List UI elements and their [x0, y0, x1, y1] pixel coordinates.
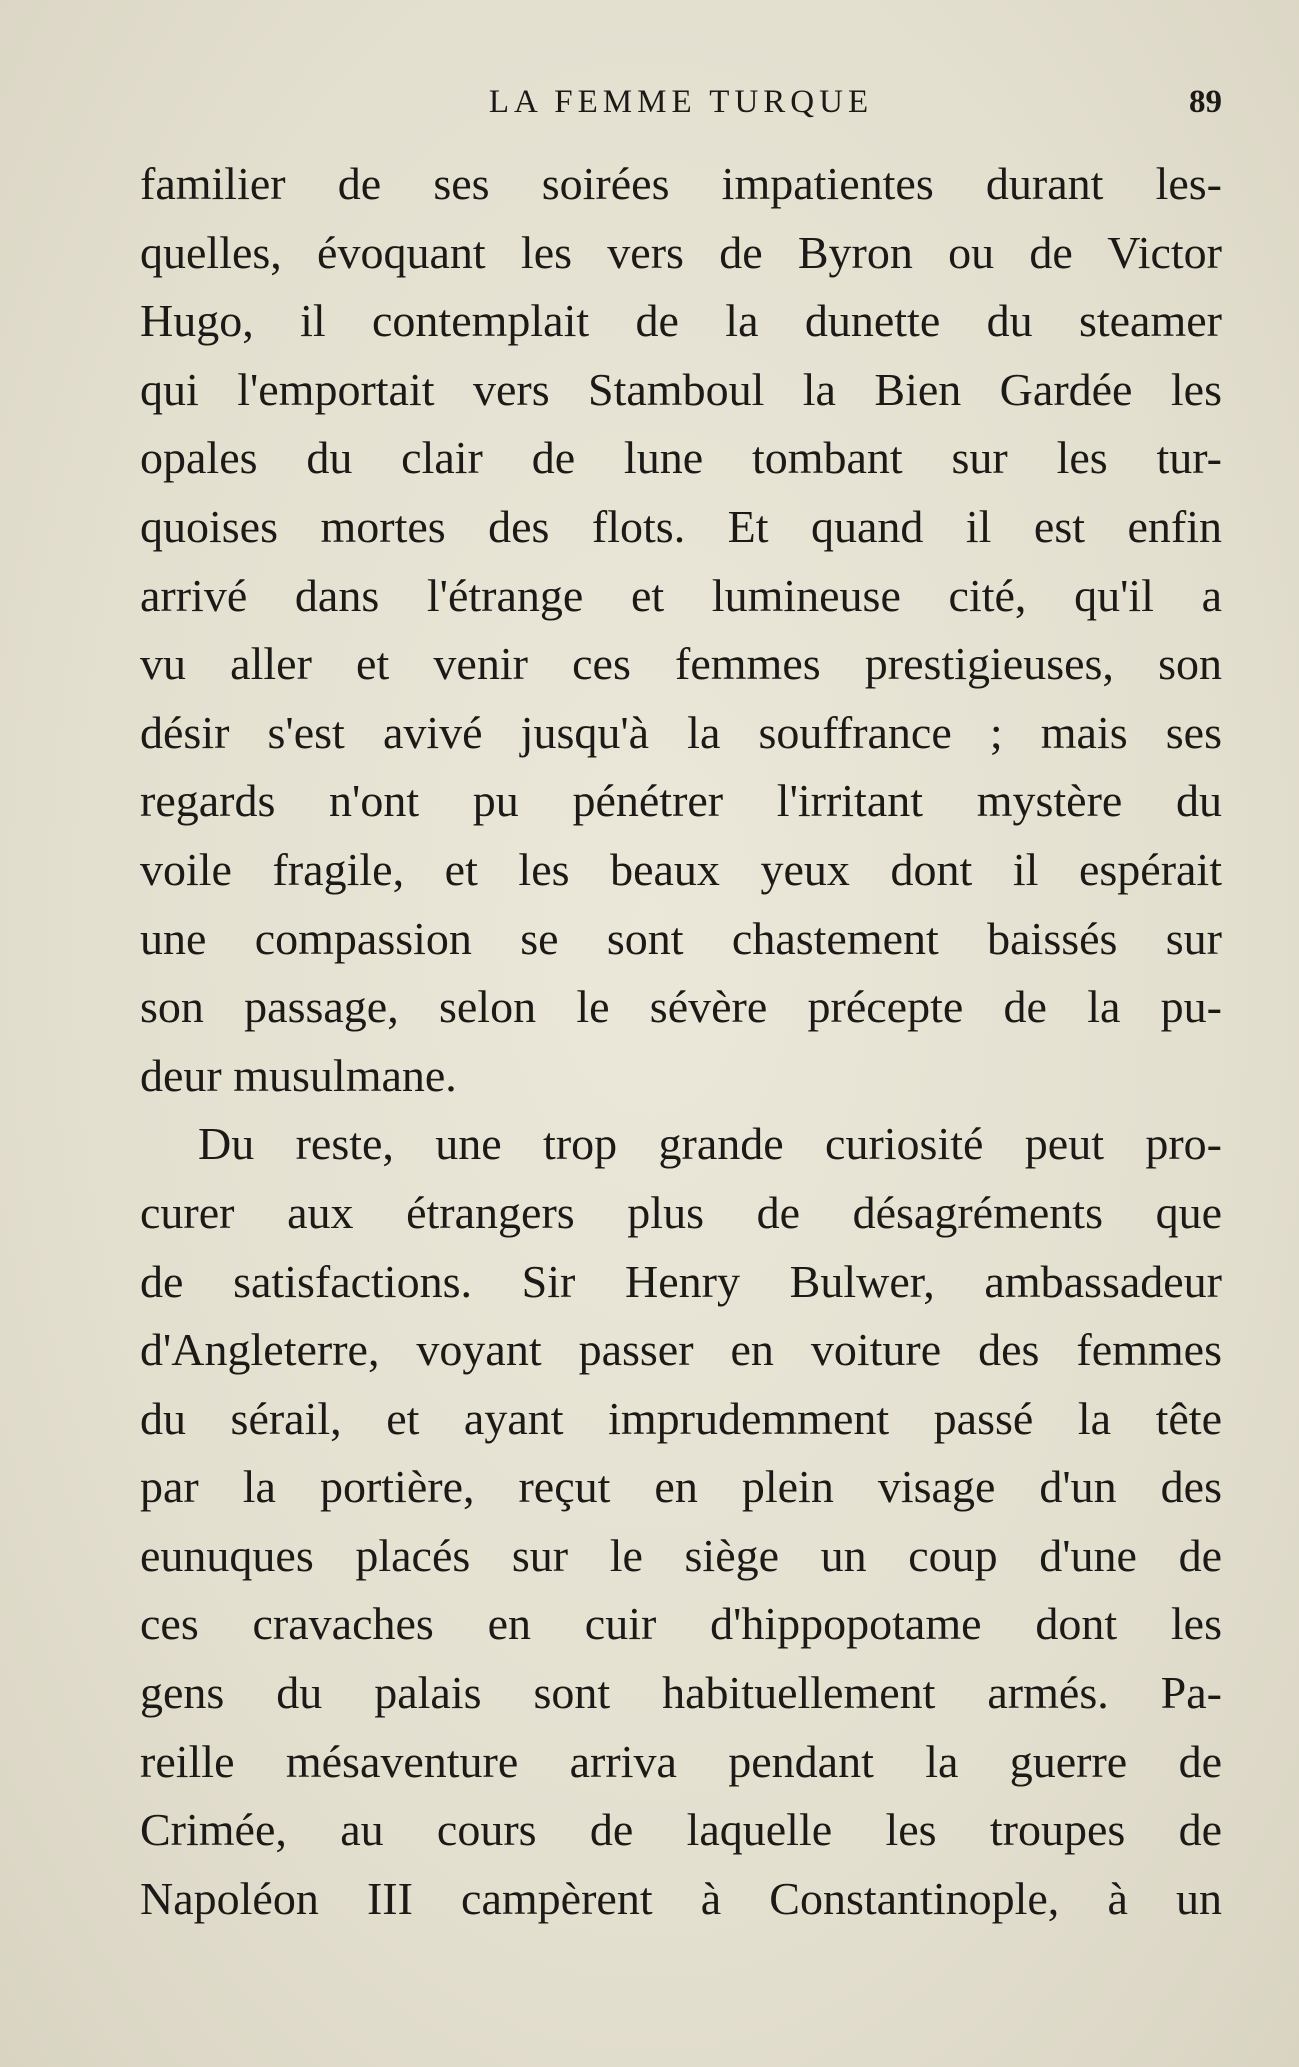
text-line: gens du palais sont habituellement armés. Pa- [140, 1667, 1222, 1719]
text-line: Napoléon III campèrent à Constantinople, à un [140, 1872, 1222, 1924]
text-line: curer aux étrangers plus de désagréments que [140, 1186, 1222, 1238]
text-line: d'Angleterre, voyant passer en voiture des femmes [140, 1324, 1222, 1376]
text-line: reille mésaventure arriva pendant la guerre de [140, 1735, 1222, 1787]
text-line: quelles, évoquant les vers de Byron ou de Victor [140, 226, 1222, 278]
text-line: familier de ses soirées impatientes durant les- [140, 158, 1222, 209]
text-line: ces cravaches en cuir d'hippopotame dont les [140, 1598, 1222, 1650]
text-line: arrivé dans l'étrange et lumineuse cité, qu'il a [140, 569, 1222, 621]
text-line: eunuques placés sur le siège un coup d'une de [140, 1529, 1222, 1581]
text-line: regards n'ont pu pénétrer l'irritant mystère du [140, 775, 1222, 827]
text-line: qui l'emportait vers Stamboul la Bien Gardée les [140, 363, 1222, 415]
running-header [140, 78, 1222, 128]
page-number: 89 [1189, 84, 1222, 120]
body-text [140, 150, 1222, 1933]
text-line: de satisfactions. Sir Henry Bulwer, ambassadeur [140, 1255, 1222, 1307]
text-line: désir s'est avivé jusqu'à la souffrance ; mais ses [140, 706, 1222, 758]
paragraph-1 [140, 150, 1222, 1110]
text-line: vu aller et venir ces femmes prestigieuses, son [140, 638, 1222, 690]
text-line: Crimée, au cours de laquelle les troupes de [140, 1804, 1222, 1856]
paragraph-2 [140, 1110, 1222, 1933]
text-line: son passage, selon le sévère précepte de la pu- [140, 981, 1222, 1033]
text-line: par la portière, reçut en plein visage d'un des [140, 1461, 1222, 1513]
text-line: une compassion se sont chastement baissés sur [140, 912, 1222, 964]
text-line: quoises mortes des flots. Et quand il est enfin [140, 500, 1222, 552]
text-line: Hugo, il contemplait de la dunette du steamer [140, 295, 1222, 347]
text-line: deur musulmane. [140, 1049, 457, 1101]
text-line: voile fragile, et les beaux yeux dont il espérait [140, 843, 1222, 895]
running-title: LA FEMME TURQUE [488, 84, 874, 120]
text-line: Du reste, une trop grande curiosité peut pro- [198, 1118, 1222, 1170]
text-line: du sérail, et ayant imprudemment passé la tête [140, 1392, 1222, 1444]
text-line: opales du clair de lune tombant sur les tur- [140, 432, 1222, 484]
